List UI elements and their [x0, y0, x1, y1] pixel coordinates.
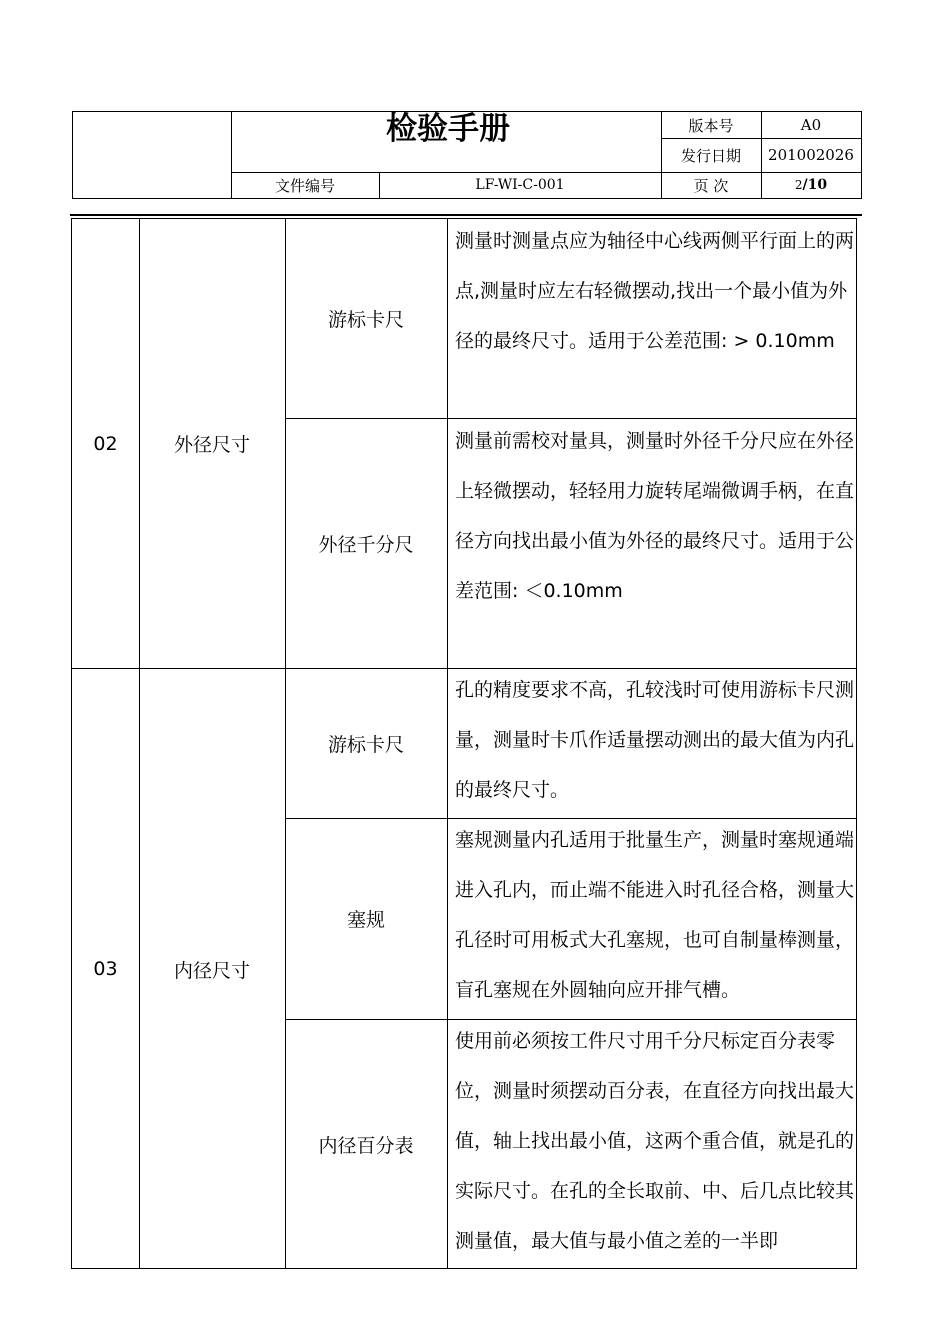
- doc-number-value: LF-WI-C-001: [475, 177, 565, 193]
- tool-name: 内径百分表: [318, 1135, 414, 1157]
- inspection-item: 内径尺寸: [173, 959, 250, 982]
- column-divider: [447, 219, 448, 1268]
- page-number: [761, 172, 861, 198]
- method-description: 测量前需校对量具，测量时外径千分尺应在外径上轻微摆动，轻轻用力旋转尾端微调手柄，在直径方向找出最小值为外径的最终尺寸。适用于公差范围: ＜0.10mm: [455, 430, 855, 602]
- inspection-table: [71, 218, 857, 1269]
- issue-date-value: 201002026: [768, 146, 854, 164]
- tool-name: 游标卡尺: [327, 309, 404, 331]
- doc-number-label: 文件编号: [274, 176, 335, 195]
- row-number: 03: [93, 958, 118, 980]
- page-current: 2: [794, 178, 803, 192]
- method-description: 使用前必须按工件尺寸用千分尺标定百分表零位，测量时须摆动百分表，在直径方向找出最大值，轴上找出最小值，这两个重合值，就是孔的实际尺寸。在孔的全长取前、中、后几点比较其测量值，最大值与最小值之差的一半即: [455, 1030, 855, 1252]
- page-label: 页 次: [693, 176, 729, 195]
- document-title: 检验手册: [386, 110, 510, 147]
- method-description: 测量时测量点应为轴径中心线两侧平行面上的两点,测量时应左右轻微摆动,找出一个最小值为外径的最终尺寸。适用于公差范围: > 0.10mm: [455, 230, 855, 352]
- tool-name: 塞规: [346, 909, 385, 931]
- version-value: A0: [800, 116, 822, 134]
- version-label: 版本号: [688, 116, 734, 135]
- document-header: [72, 111, 862, 199]
- issue-date-label: 发行日期: [680, 146, 741, 165]
- row-number: 02: [93, 432, 118, 455]
- tool-name: 游标卡尺: [327, 733, 404, 756]
- method-description: 塞规测量内孔适用于批量生产，测量时塞规通端进入孔内，而止端不能进入时孔径合格，测量大孔径时可用板式大孔塞规，也可自制量棒测量，盲孔塞规在外圆轴向应开排气槽。: [455, 829, 855, 1001]
- method-description: 孔的精度要求不高，孔较浅时可使用游标卡尺测量，测量时卡爪作适量摆动测出的最大值为内孔的最终尺寸。: [455, 679, 855, 801]
- page-total: /10: [802, 177, 828, 193]
- tool-name: 外径千分尺: [318, 533, 414, 556]
- inspection-item: 外径尺寸: [173, 434, 250, 456]
